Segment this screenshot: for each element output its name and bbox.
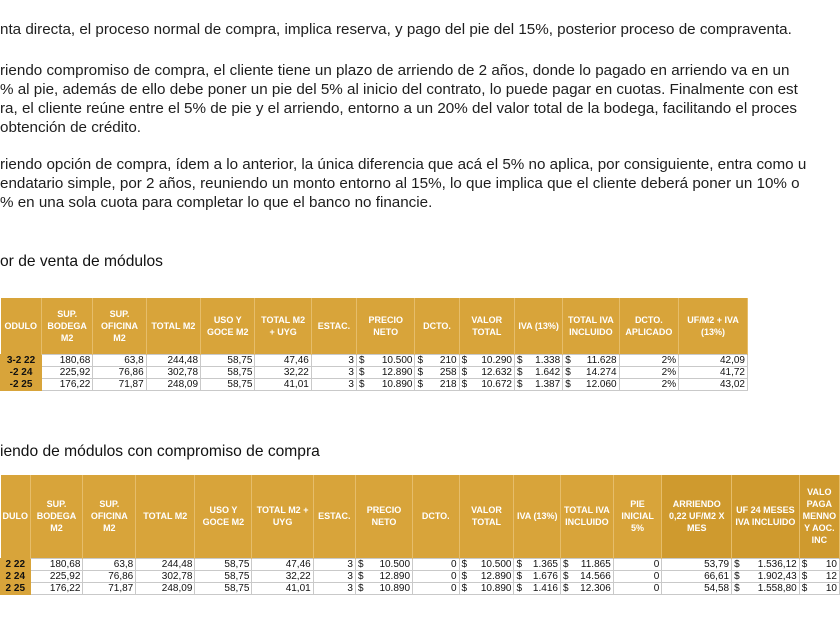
table-cell: 1.558,80: [742, 582, 799, 594]
table-cell: 302,78: [136, 570, 195, 582]
table-row: [1, 378, 748, 390]
column-header: ESTAC.: [313, 475, 355, 558]
table-cell: 1.642: [525, 366, 563, 378]
table-cell: 58,75: [195, 570, 252, 582]
table-cell: 54,58: [662, 582, 732, 594]
column-header: ESTAC.: [311, 298, 356, 354]
module-cell: 2 25: [1, 582, 31, 594]
table-cell: 41,01: [252, 582, 313, 594]
column-header: DULO: [1, 475, 31, 558]
table-cell: 1.365: [525, 558, 561, 570]
currency-cell: $: [799, 558, 810, 570]
currency-cell: $: [415, 354, 425, 366]
table-cell: 14.274: [573, 366, 619, 378]
column-header: DCTO.: [413, 475, 459, 558]
table-cell: 248,09: [136, 582, 195, 594]
currency-cell: $: [563, 378, 573, 390]
currency-cell: $: [560, 570, 571, 582]
module-cell: 2 24: [1, 570, 31, 582]
column-header: TOTAL IVA INCLUIDO: [560, 475, 613, 558]
paragraph-opcion-compra: [0, 156, 806, 213]
column-header: SUP. OFICINA M2: [83, 475, 136, 558]
table-cell: 1.676: [525, 570, 561, 582]
currency-cell: $: [514, 354, 524, 366]
table-cell: 176,22: [30, 582, 83, 594]
table-cell: 42,09: [679, 354, 748, 366]
table-cell: 10.890: [366, 582, 413, 594]
lease-table: [0, 475, 840, 595]
table-cell: 0: [413, 582, 459, 594]
column-header: PIE INICIAL 5%: [613, 475, 662, 558]
table-cell: 1.338: [525, 354, 563, 366]
module-cell: 3-2 22: [1, 354, 42, 366]
table-cell: 210: [425, 354, 459, 366]
paragraph-line: % en una sola cuota para completar lo que el banco no financie.: [0, 193, 433, 211]
currency-cell: $: [355, 582, 366, 594]
currency-cell: $: [415, 378, 425, 390]
table-cell: 3: [311, 366, 356, 378]
table-cell: 3: [311, 354, 356, 366]
column-header: ODULO: [1, 298, 42, 354]
table-cell: 176,22: [42, 378, 93, 390]
column-header: SUP. BODEGA M2: [30, 475, 83, 558]
table-cell: 71,87: [83, 582, 136, 594]
table-cell: 10.500: [366, 558, 413, 570]
paragraph-line: nta directa, el proceso normal de compra, implica reserva, y pago del pie del 15%, posterior proceso de compraventa.: [0, 21, 792, 38]
table-cell: 12.890: [470, 570, 514, 582]
column-header: IVA (13%): [514, 475, 561, 558]
currency-cell: $: [560, 558, 571, 570]
table-cell: 10.500: [367, 354, 415, 366]
table-row: [1, 354, 748, 366]
paragraph-line: ra, el cliente reúne entre el 5% de pie y el arriendo, entorno a un 20% del valor total de la bodega, facilitando el proces: [0, 99, 798, 117]
currency-cell: $: [799, 582, 810, 594]
table-cell: 10.890: [367, 378, 415, 390]
table-cell: 76,86: [93, 366, 146, 378]
table-cell: 180,68: [42, 354, 93, 366]
module-cell: -2 24: [1, 366, 42, 378]
currency-cell: $: [355, 558, 366, 570]
currency-cell: $: [514, 570, 525, 582]
currency-cell: $: [356, 378, 366, 390]
table-row: [1, 570, 840, 582]
currency-cell: $: [732, 570, 743, 582]
table-cell: 14.566: [571, 570, 613, 582]
table-cell: 12.632: [469, 366, 514, 378]
table-cell: 32,22: [252, 570, 313, 582]
currency-cell: $: [459, 378, 469, 390]
table-header-row: [1, 298, 748, 354]
table-cell: 0: [413, 570, 459, 582]
table-cell: 10: [810, 582, 840, 594]
column-header: TOTAL IVA INCLUIDO: [563, 298, 619, 354]
column-header: SUP. BODEGA M2: [42, 298, 93, 354]
currency-cell: $: [514, 558, 525, 570]
module-cell: 2 22: [1, 558, 31, 570]
table-cell: 12.060: [573, 378, 619, 390]
table-cell: 10: [810, 558, 840, 570]
table-cell: 11.628: [573, 354, 619, 366]
table-cell: 1.416: [525, 582, 561, 594]
table-cell: 244,48: [146, 354, 200, 366]
column-header: VALOR TOTAL: [459, 475, 514, 558]
currency-cell: $: [459, 570, 470, 582]
column-header: USO Y GOCE M2: [195, 475, 252, 558]
table-cell: 12.890: [367, 366, 415, 378]
table-cell: 58,75: [195, 558, 252, 570]
table-cell: 2%: [619, 354, 679, 366]
currency-cell: $: [355, 570, 366, 582]
table-cell: 63,8: [83, 558, 136, 570]
module-cell: -2 25: [1, 378, 42, 390]
table-cell: 53,79: [662, 558, 732, 570]
table-cell: 10.500: [470, 558, 514, 570]
column-header: VALO PAGA MENNO Y AOC. INC: [799, 475, 839, 558]
sales-table: [0, 298, 748, 391]
currency-cell: $: [514, 366, 524, 378]
table-cell: 3: [311, 378, 356, 390]
table-cell: 218: [425, 378, 459, 390]
table-cell: 1.902,43: [742, 570, 799, 582]
column-header: UF 24 MESES IVA INCLUIDO: [732, 475, 800, 558]
column-header: PRECIO NETO: [356, 298, 414, 354]
table-cell: 41,72: [679, 366, 748, 378]
column-header: TOTAL M2: [136, 475, 195, 558]
table-cell: 47,46: [255, 354, 311, 366]
table-row: [1, 558, 840, 570]
table-cell: 12: [810, 570, 840, 582]
table-cell: 225,92: [30, 570, 83, 582]
table-cell: 66,61: [662, 570, 732, 582]
table-cell: 1.536,12: [742, 558, 799, 570]
table-cell: 58,75: [201, 354, 255, 366]
currency-cell: $: [459, 354, 469, 366]
table-cell: 11.865: [571, 558, 613, 570]
table-cell: 58,75: [201, 378, 255, 390]
column-header: ARRIENDO 0,22 UF/M2 X MES: [662, 475, 732, 558]
currency-cell: $: [459, 558, 470, 570]
table-cell: 63,8: [93, 354, 146, 366]
table-cell: 248,09: [146, 378, 200, 390]
table-cell: 58,75: [201, 366, 255, 378]
currency-cell: $: [799, 570, 810, 582]
currency-cell: $: [732, 582, 743, 594]
table-cell: 1.387: [525, 378, 563, 390]
paragraph-line: riendo compromiso de compra, el cliente tiene un plazo de arriendo de 2 años, donde lo pagado en arriendo va en un: [0, 62, 790, 79]
table-cell: 0: [613, 570, 662, 582]
currency-cell: $: [356, 366, 366, 378]
table-cell: 41,01: [255, 378, 311, 390]
column-header: TOTAL M2: [146, 298, 200, 354]
table-cell: 43,02: [679, 378, 748, 390]
currency-cell: $: [514, 378, 524, 390]
table-row: [1, 582, 840, 594]
table-cell: 12.306: [571, 582, 613, 594]
table-cell: 10.290: [469, 354, 514, 366]
currency-cell: $: [459, 582, 470, 594]
currency-cell: $: [415, 366, 425, 378]
table-cell: 47,46: [252, 558, 313, 570]
column-header: DCTO.: [415, 298, 459, 354]
table-row: [1, 366, 748, 378]
table-cell: 244,48: [136, 558, 195, 570]
table-cell: 71,87: [93, 378, 146, 390]
column-header: TOTAL M2 + UYG: [252, 475, 313, 558]
currency-cell: $: [459, 366, 469, 378]
table-cell: 2%: [619, 378, 679, 390]
table-cell: 3: [313, 570, 355, 582]
table-cell: 12.890: [366, 570, 413, 582]
section-heading-arriendo: iendo de módulos con compromiso de compra: [0, 443, 320, 460]
table-cell: 180,68: [30, 558, 83, 570]
column-header: VALOR TOTAL: [459, 298, 514, 354]
column-header: DCTO. APLICADO: [619, 298, 679, 354]
column-header: SUP. OFICINA M2: [93, 298, 146, 354]
paragraph-line: endatario simple, por 2 años, reuniendo un monto entorno al 15%, lo que implica que el cliente deberá poner un 10% o: [0, 174, 800, 192]
column-header: USO Y GOCE M2: [201, 298, 255, 354]
table-cell: 225,92: [42, 366, 93, 378]
table-cell: 0: [613, 582, 662, 594]
column-header: UF/M2 + IVA (13%): [679, 298, 748, 354]
table-cell: 32,22: [255, 366, 311, 378]
section-heading-venta: or de venta de módulos: [0, 253, 163, 270]
column-header: TOTAL M2 + UYG: [255, 298, 311, 354]
currency-cell: $: [356, 354, 366, 366]
table-cell: 10.672: [469, 378, 514, 390]
table-cell: 3: [313, 558, 355, 570]
paragraph-line: riendo opción de compra, ídem a lo anterior, la única diferencia que acá el 5% no aplica, por consiguiente, entra como u: [0, 156, 807, 173]
column-header: IVA (13%): [514, 298, 562, 354]
paragraph-compromiso-compra: [0, 62, 798, 138]
table-cell: 3: [313, 582, 355, 594]
table-cell: 2%: [619, 366, 679, 378]
paragraph-line: obtención de crédito.: [0, 118, 142, 136]
table-cell: 302,78: [146, 366, 200, 378]
paragraph-line: % al pie, además de ello debe poner un pie del 5% al inicio del contrato, lo puede pagar en cuotas. Finalmente con est: [0, 80, 798, 98]
table-cell: 76,86: [83, 570, 136, 582]
currency-cell: $: [563, 354, 573, 366]
table-cell: 0: [413, 558, 459, 570]
table-cell: 258: [425, 366, 459, 378]
table-cell: 10.890: [470, 582, 514, 594]
currency-cell: $: [560, 582, 571, 594]
table-header-row: [1, 475, 840, 558]
column-header: PRECIO NETO: [355, 475, 412, 558]
currency-cell: $: [732, 558, 743, 570]
currency-cell: $: [514, 582, 525, 594]
paragraph-venta-directa: [0, 21, 792, 40]
table-cell: 58,75: [195, 582, 252, 594]
currency-cell: $: [563, 366, 573, 378]
table-cell: 0: [613, 558, 662, 570]
